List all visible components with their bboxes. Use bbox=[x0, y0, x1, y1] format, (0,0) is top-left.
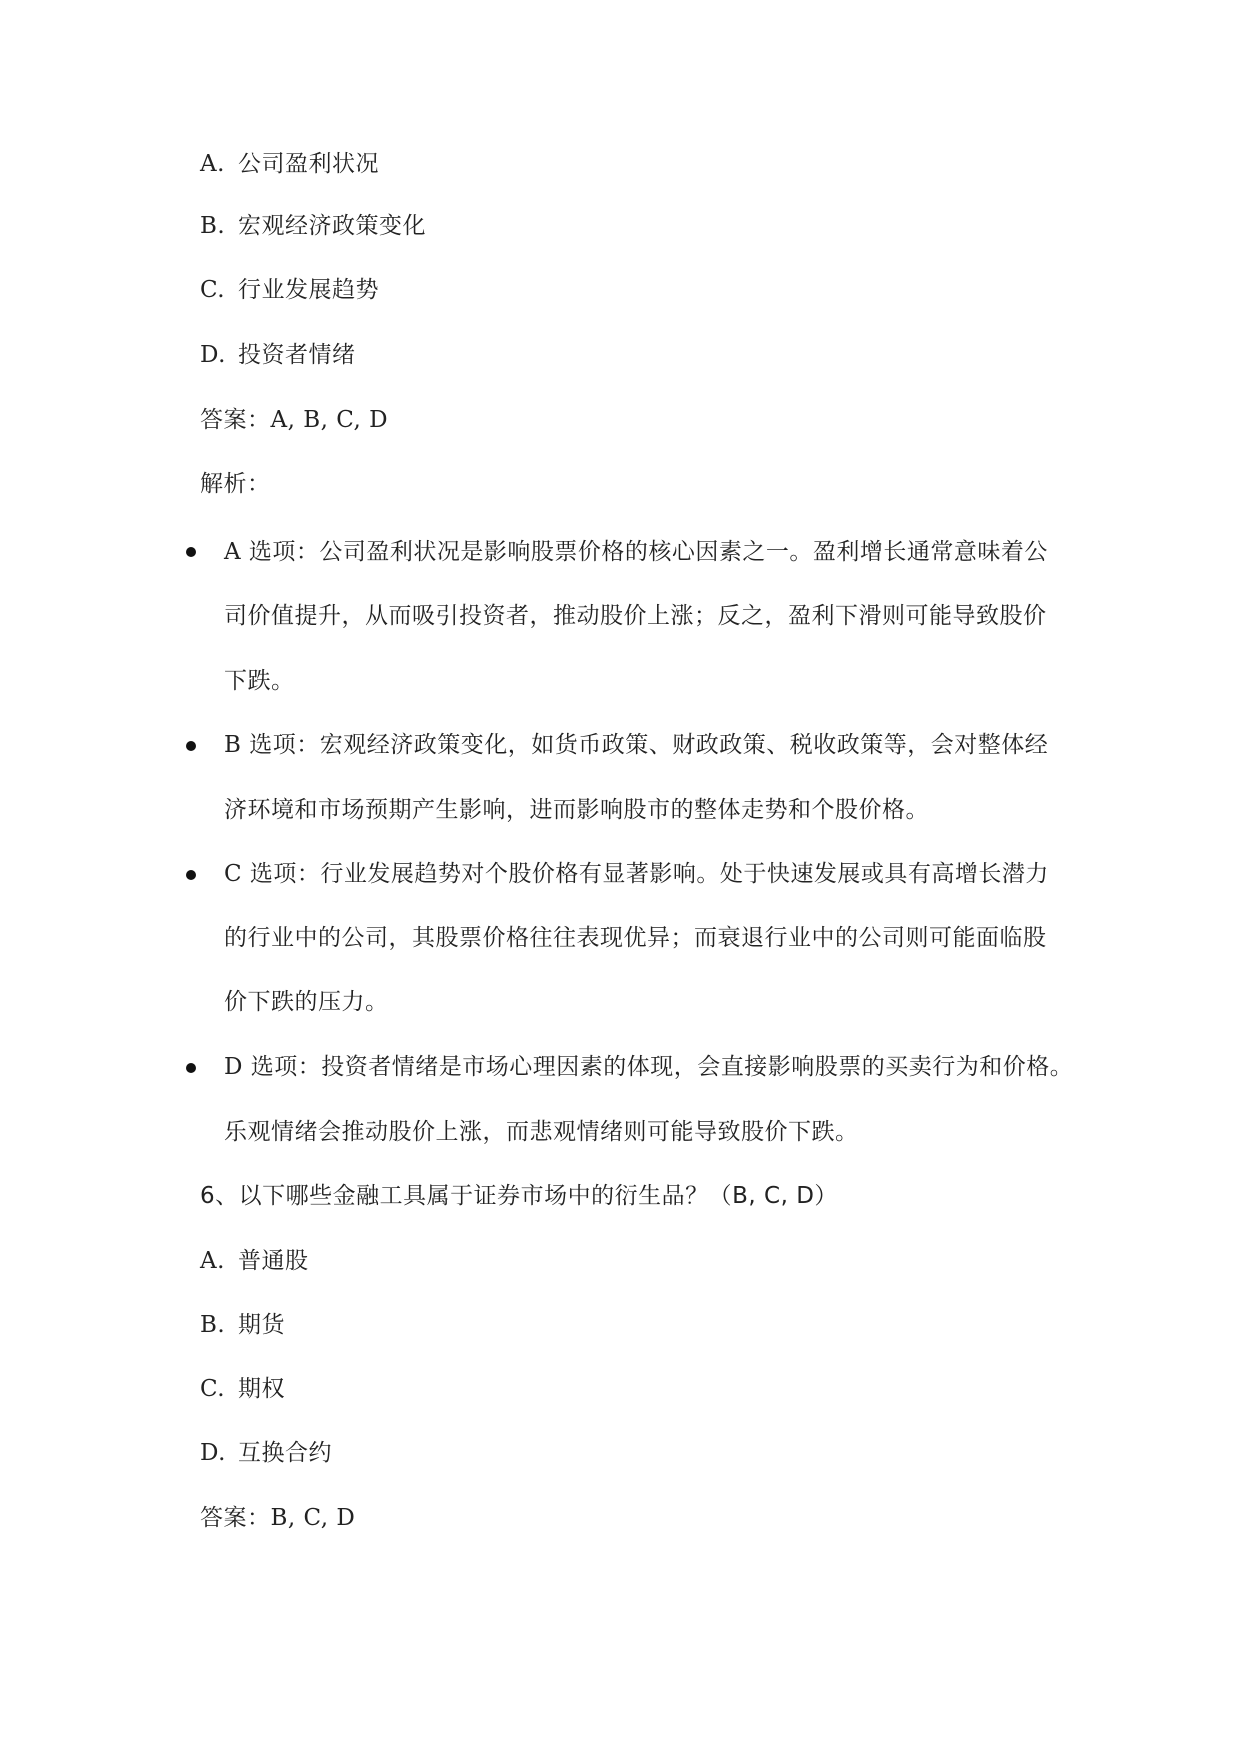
analysis-a-line-3: 下跌。 bbox=[224, 668, 295, 694]
analysis-b-line-1: B 选项：宏观经济政策变化，如货币政策、财政政策、税收政策等，会对整体经 bbox=[224, 732, 1049, 758]
bullet-icon bbox=[186, 741, 196, 751]
q6-option-b: B. 期货 bbox=[200, 1312, 285, 1338]
q6-option-d: D. 互换合约 bbox=[200, 1440, 332, 1466]
q5-option-d: D. 投资者情绪 bbox=[200, 342, 356, 368]
q6-number: 6、 bbox=[200, 1183, 239, 1209]
q5-option-a: A. 公司盈利状况 bbox=[200, 151, 379, 177]
q5-option-b: B. 宏观经济政策变化 bbox=[200, 213, 426, 239]
q6-question-text: 以下哪些金融工具属于证券市场中的衍生品？ bbox=[238, 1183, 709, 1209]
q6-inline-answer: （B, C, D） bbox=[708, 1183, 838, 1209]
analysis-d-line-1: D 选项：投资者情绪是市场心理因素的体现，会直接影响股票的买卖行为和价格。 bbox=[224, 1054, 1074, 1080]
q5-answer: 答案：A, B, C, D bbox=[200, 407, 389, 433]
q5-analysis-label: 解析： bbox=[200, 471, 271, 497]
q6-answer: 答案：B, C, D bbox=[200, 1505, 356, 1531]
q6-question bbox=[200, 1181, 838, 1211]
q5-option-c: C. 行业发展趋势 bbox=[200, 277, 379, 303]
analysis-c-line-2: 的行业中的公司，其股票价格往往表现优异；而衰退行业中的公司则可能面临股 bbox=[224, 925, 1047, 951]
bullet-icon bbox=[186, 870, 196, 880]
analysis-a-line-1: A 选项：公司盈利状况是影响股票价格的核心因素之一。盈利增长通常意味着公 bbox=[224, 539, 1048, 565]
q6-option-c: C. 期权 bbox=[200, 1376, 285, 1402]
analysis-c-line-1: C 选项：行业发展趋势对个股价格有显著影响。处于快速发展或具有高增长潜力 bbox=[224, 861, 1049, 887]
bullet-icon bbox=[186, 547, 196, 557]
bullet-icon bbox=[186, 1063, 196, 1073]
analysis-b-line-2: 济环境和市场预期产生影响，进而影响股市的整体走势和个股价格。 bbox=[224, 797, 929, 823]
analysis-c-line-3: 价下跌的压力。 bbox=[224, 989, 389, 1015]
analysis-a-line-2: 司价值提升，从而吸引投资者，推动股价上涨；反之，盈利下滑则可能导致股价 bbox=[224, 603, 1047, 629]
q6-option-a: A. 普通股 bbox=[200, 1248, 309, 1274]
analysis-d-line-2: 乐观情绪会推动股价上涨，而悲观情绪则可能导致股价下跌。 bbox=[224, 1119, 859, 1145]
